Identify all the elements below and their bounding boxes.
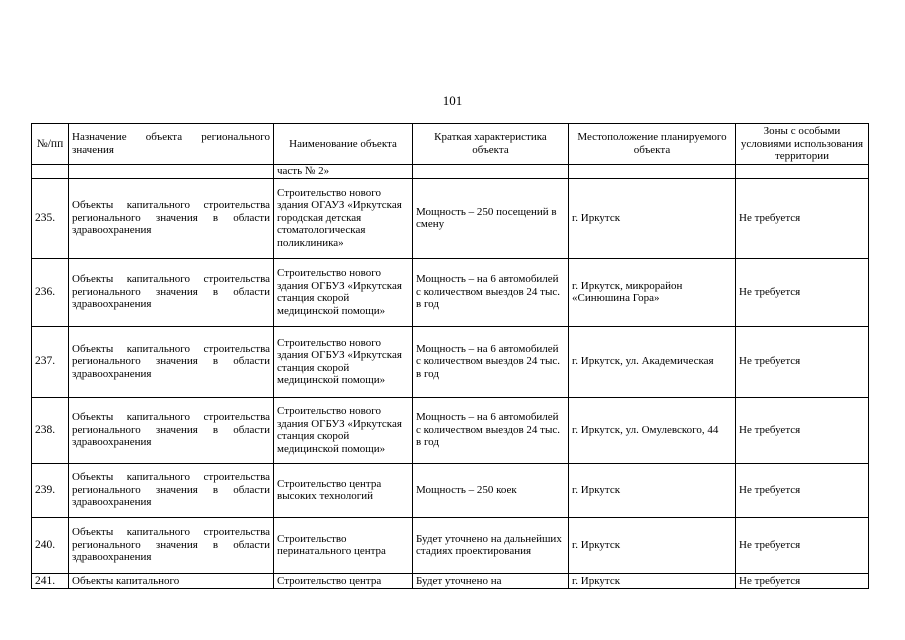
row-purpose-text: Объекты капитального строительства регионального значения в области здравоохранения xyxy=(72,342,270,380)
row-location: г. Иркутск xyxy=(569,517,736,573)
row-name: Строительство нового здания ОГБУЗ «Иркутская станция скорой медицинской помощи» xyxy=(274,326,413,397)
continuation-characteristic xyxy=(413,164,569,178)
row-characteristic: Мощность – на 6 автомобилей с количеством выездов 24 тыс. в год xyxy=(413,326,569,397)
row-location: г. Иркутск xyxy=(569,463,736,517)
row-purpose-text: Объекты капитального строительства регионального значения в области здравоохранения xyxy=(72,411,270,449)
header-zones: Зоны с особыми условиями использования территории xyxy=(736,124,869,165)
row-zones: Не требуется xyxy=(736,326,869,397)
row-purpose xyxy=(69,517,274,573)
row-name: Строительство нового здания ОГБУЗ «Иркутская станция скорой медицинской помощи» xyxy=(274,397,413,463)
row-zones: Не требуется xyxy=(736,463,869,517)
continuation-num xyxy=(32,164,69,178)
regional-objects-table xyxy=(31,123,869,589)
row-purpose xyxy=(69,258,274,326)
continuation-location xyxy=(569,164,736,178)
row-num: 241. xyxy=(32,573,69,588)
table-row xyxy=(32,463,869,517)
header-name: Наименование объекта xyxy=(274,124,413,165)
header-purpose-text: Назначение объекта регионального значения xyxy=(72,131,270,156)
row-characteristic: Мощность – 250 посещений в смену xyxy=(413,178,569,258)
header-location: Местоположение планируемого объекта xyxy=(569,124,736,165)
row-purpose-text: Объекты капитального xyxy=(72,574,180,587)
row-purpose xyxy=(69,397,274,463)
table-row xyxy=(32,258,869,326)
row-num: 236. xyxy=(32,258,69,326)
row-purpose xyxy=(69,178,274,258)
table-row xyxy=(32,397,869,463)
row-purpose-text: Объекты капитального строительства регионального значения в области здравоохранения xyxy=(72,471,270,509)
row-zones: Не требуется xyxy=(736,397,869,463)
row-zones: Не требуется xyxy=(736,258,869,326)
header-purpose xyxy=(69,124,274,165)
row-location: г. Иркутск, ул. Академическая xyxy=(569,326,736,397)
header-num: №/пп xyxy=(32,124,69,165)
row-location: г. Иркутск xyxy=(569,573,736,588)
row-characteristic: Будет уточнено на дальнейших стадиях проектирования xyxy=(413,517,569,573)
table-header-row xyxy=(32,124,869,165)
row-num: 239. xyxy=(32,463,69,517)
continuation-zones xyxy=(736,164,869,178)
row-num: 237. xyxy=(32,326,69,397)
row-purpose-text: Объекты капитального строительства регионального значения в области здравоохранения xyxy=(72,273,270,311)
table-row xyxy=(32,517,869,573)
row-zones: Не требуется xyxy=(736,573,869,588)
row-purpose xyxy=(69,573,274,588)
row-characteristic: Мощность – 250 коек xyxy=(413,463,569,517)
page-number: 101 xyxy=(442,93,463,108)
row-name: Строительство нового здания ОГАУЗ «Иркутская городская детская стоматологическая поликлиника» xyxy=(274,178,413,258)
row-purpose xyxy=(69,463,274,517)
table-row xyxy=(32,178,869,258)
table-row xyxy=(32,326,869,397)
row-name: Строительство центра xyxy=(274,573,413,588)
row-zones: Не требуется xyxy=(736,517,869,573)
row-location: г. Иркутск, микрорайон «Синюшина Гора» xyxy=(569,258,736,326)
row-purpose xyxy=(69,326,274,397)
row-purpose-text: Объекты капитального строительства регионального значения в области здравоохранения xyxy=(72,526,270,564)
row-location: г. Иркутск, ул. Омулевского, 44 xyxy=(569,397,736,463)
row-num: 238. xyxy=(32,397,69,463)
continuation-name: часть № 2» xyxy=(274,164,413,178)
row-name: Строительство центра высоких технологий xyxy=(274,463,413,517)
row-name: Строительство перинатального центра xyxy=(274,517,413,573)
row-characteristic: Мощность – на 6 автомобилей с количеством выездов 24 тыс. в год xyxy=(413,397,569,463)
header-characteristic: Краткая характеристика объекта xyxy=(413,124,569,165)
row-num: 235. xyxy=(32,178,69,258)
row-characteristic: Будет уточнено на xyxy=(413,573,569,588)
row-location: г. Иркутск xyxy=(569,178,736,258)
table-row xyxy=(32,573,869,588)
continuation-purpose xyxy=(69,164,274,178)
row-characteristic: Мощность – на 6 автомобилей с количеством выездов 24 тыс. в год xyxy=(413,258,569,326)
row-zones: Не требуется xyxy=(736,178,869,258)
row-purpose-text: Объекты капитального строительства регионального значения в области здравоохранения xyxy=(72,199,270,237)
row-num: 240. xyxy=(32,517,69,573)
row-name: Строительство нового здания ОГБУЗ «Иркутская станция скорой медицинской помощи» xyxy=(274,258,413,326)
continuation-row xyxy=(32,164,869,178)
